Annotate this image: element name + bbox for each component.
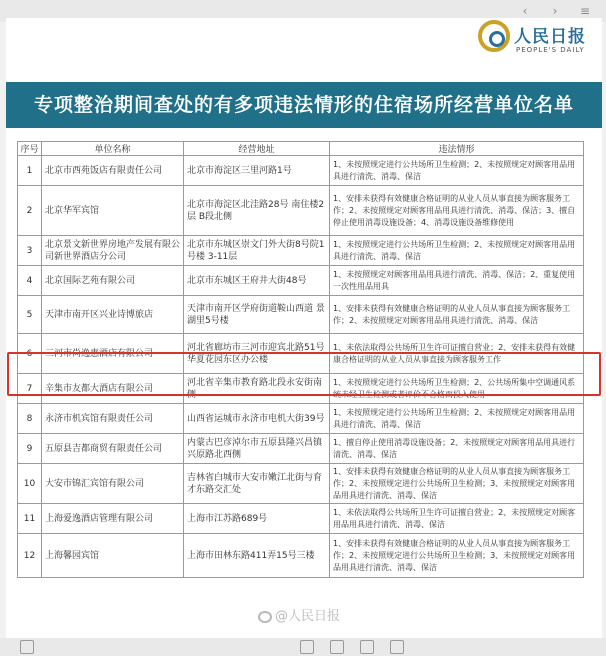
cell-address: 上海市田林东路411弄15号三楼 (184, 534, 330, 578)
cell-seq: 6 (18, 334, 42, 374)
download-icon[interactable] (390, 640, 404, 654)
cell-seq: 10 (18, 464, 42, 504)
cell-name: 天津市南开区兴业诗博旅店 (42, 296, 184, 334)
cell-violation: 1、安排未获得有效健康合格证明的从业人员从事直接为顾客服务工作；2、未按照规定进行公共场所卫生检测；3、未按照规定对顾客用品用具进行清洗、消毒、保洁 (330, 464, 584, 504)
cell-violation: 1、未按照规定进行公共场所卫生检测；2、未按照规定对顾客用品用具进行清洗、消毒、保洁 (330, 236, 584, 266)
crop-icon[interactable] (360, 640, 374, 654)
header-address: 经营地址 (184, 142, 330, 156)
cell-address: 河北省辛集市教育路北段永安街南侧 (184, 374, 330, 404)
nav-forward-icon[interactable]: › (552, 4, 558, 18)
weibo-icon (258, 611, 272, 623)
cell-name: 北京国际艺苑有限公司 (42, 266, 184, 296)
cell-seq: 3 (18, 236, 42, 266)
cell-address: 天津市南开区学府街道鞍山西道 景湖里5号楼 (184, 296, 330, 334)
cell-violation: 1、安排未获得有效健康合格证明的从业人员从事直接为顾客服务工作；2、未按照规定进行公共场所卫生检测；3、未按照规定对顾客用品用具进行清洗、消毒、保洁 (330, 534, 584, 578)
cell-name: 上海爱逸酒店管理有限公司 (42, 504, 184, 534)
viewer-bottom-bar (0, 638, 606, 656)
cell-name: 大安市锦汇宾馆有限公司 (42, 464, 184, 504)
menu-icon[interactable]: ≡ (579, 4, 591, 18)
cell-address: 北京市东城区崇文门外大街8号院1号楼 3-11层 (184, 236, 330, 266)
cell-address: 北京市海淀区三里河路1号 (184, 156, 330, 186)
table-row (18, 156, 584, 186)
cell-name: 五原县吉都商贸有限责任公司 (42, 434, 184, 464)
table-row (18, 504, 584, 534)
cell-address: 内蒙古巴彦淖尔市五原县隆兴昌镇兴原路北西侧 (184, 434, 330, 464)
cell-address: 山西省运城市永济市电机大街39号 (184, 404, 330, 434)
cell-name: 北京华军宾馆 (42, 186, 184, 236)
cell-seq: 5 (18, 296, 42, 334)
logo-text-cn: 人民日报 (514, 27, 586, 47)
table-row (18, 534, 584, 578)
cell-name: 永济市机宾馆有限责任公司 (42, 404, 184, 434)
cell-address: 河北省廊坊市三河市迎宾北路51号 华夏花园东区办公楼 (184, 334, 330, 374)
table-row (18, 186, 584, 236)
cell-seq: 7 (18, 374, 42, 404)
copy-icon[interactable] (330, 640, 344, 654)
highlight-box (7, 352, 601, 396)
cell-address: 北京市海淀区北洼路28号 南住楼2层 B段北侧 (184, 186, 330, 236)
cell-violation: 1、未按照规定进行公共场所卫生检测；2、未按照规定对顾客用品用具进行清洗、消毒、保洁 (330, 404, 584, 434)
page-title: 专项整治期间查处的有多项违法情形的住宿场所经营单位名单 (33, 94, 574, 116)
weibo-watermark (258, 605, 340, 624)
cell-violation: 1、未按照规定进行公共场所卫生检测；2、未按照规定对顾客用品用具进行清洗、消毒、保洁 (330, 156, 584, 186)
nav-back-icon[interactable]: ‹ (522, 4, 528, 18)
title-banner (6, 82, 602, 128)
cell-address: 北京市东城区王府井大街48号 (184, 266, 330, 296)
cell-name: 上海馨园宾馆 (42, 534, 184, 578)
header-name: 单位名称 (42, 142, 184, 156)
table-row (18, 434, 584, 464)
cell-name: 三河市尚逸惠酒店有限公司 (42, 334, 184, 374)
rotate-icon[interactable] (300, 640, 314, 654)
cell-seq: 2 (18, 186, 42, 236)
cell-seq: 1 (18, 156, 42, 186)
logo-text-en: PEOPLE'S DAILY (516, 46, 585, 54)
header-violation: 违法情形 (330, 142, 584, 156)
cell-seq: 12 (18, 534, 42, 578)
table-header-row (18, 142, 584, 156)
cell-seq: 11 (18, 504, 42, 534)
cell-address: 吉林省白城市大安市嫩江北街与育才东路交汇处 (184, 464, 330, 504)
people-daily-logo (478, 18, 588, 64)
cell-name: 北京景文新世界房地产发展有限公司新世界酒店分公司 (42, 236, 184, 266)
cell-violation: 1、未依法取得公共场所卫生许可证擅自营业；2、未按照规定对顾客用品用具进行清洗、消毒、保洁 (330, 504, 584, 534)
page-icon[interactable] (20, 640, 34, 654)
cell-violation: 1、安排未获得有效健康合格证明的从业人员从事直接为顾客服务工作；2、未按照规定对顾客用品用具进行清洗、消毒、保洁；3、擅自停止使用消毒设施设备；4、消毒设施设备维修使用 (330, 186, 584, 236)
cell-seq: 9 (18, 434, 42, 464)
table-row (18, 464, 584, 504)
cell-name: 辛集市友都大酒店有限公司 (42, 374, 184, 404)
cell-violation: 1、未依法取得公共场所卫生许可证擅自营业；2、安排未获得有效健康合格证明的从业人员从事直接为顾客服务工作 (330, 334, 584, 374)
cell-violation: 1、未按照规定对顾客用品用具进行清洗、消毒、保洁；2、重复使用一次性用品用具 (330, 266, 584, 296)
cell-violation: 1、安排未获得有效健康合格证明的从业人员从事直接为顾客服务工作；2、未按照规定对顾客用品用具进行清洗、消毒、保洁 (330, 296, 584, 334)
cell-violation: 1、擅自停止使用消毒设施设备；2、未按照规定对顾客用品用具进行清洗、消毒、保洁 (330, 434, 584, 464)
table-row (18, 404, 584, 434)
cell-seq: 8 (18, 404, 42, 434)
cell-name: 北京市西苑饭店有限责任公司 (42, 156, 184, 186)
at-logo-icon (478, 20, 510, 52)
cell-violation: 1、未按照规定进行公共场所卫生检测；2、公共场所集中空调通风系统未经卫生检测或者评价不合格而投入使用 (330, 374, 584, 404)
header-seq: 序号 (18, 142, 42, 156)
table-row (18, 236, 584, 266)
cell-address: 上海市江苏路689号 (184, 504, 330, 534)
watermark-text: @人民日报 (275, 609, 341, 624)
table-row (18, 296, 584, 334)
cell-seq: 4 (18, 266, 42, 296)
table-row (18, 266, 584, 296)
